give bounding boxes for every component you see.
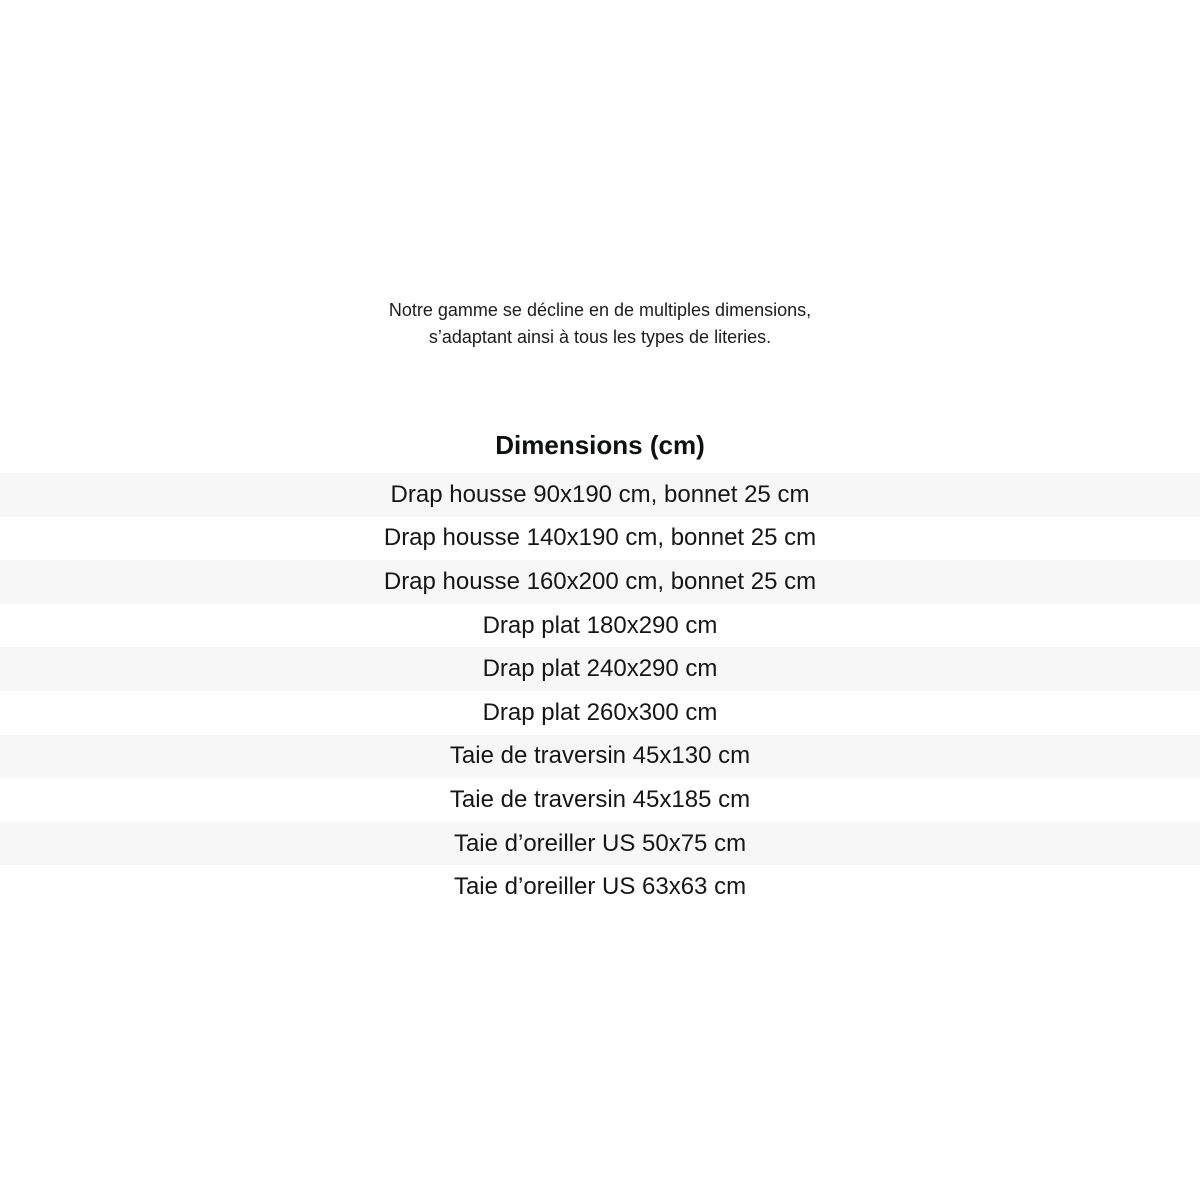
table-row: Drap housse 160x200 cm, bonnet 25 cm bbox=[0, 560, 1200, 604]
intro-text bbox=[0, 297, 1200, 351]
intro-line-1: Notre gamme se décline en de multiples dimensions, bbox=[388, 300, 812, 320]
dimensions-heading: Dimensions (cm) bbox=[495, 430, 705, 460]
table-row: Drap housse 140x190 cm, bonnet 25 cm bbox=[0, 517, 1200, 561]
table-row: Taie d’oreiller US 50x75 cm bbox=[0, 822, 1200, 866]
table-row: Taie d’oreiller US 63x63 cm bbox=[0, 865, 1200, 909]
table-row: Taie de traversin 45x185 cm bbox=[0, 778, 1200, 822]
table-row: Drap plat 240x290 cm bbox=[0, 647, 1200, 691]
table-row: Drap plat 180x290 cm bbox=[0, 604, 1200, 648]
table-row: Taie de traversin 45x130 cm bbox=[0, 735, 1200, 779]
size-table bbox=[0, 473, 1200, 909]
table-row: Drap plat 260x300 cm bbox=[0, 691, 1200, 735]
intro-line-2: s’adaptant ainsi à tous les types de literies. bbox=[428, 327, 772, 347]
table-row: Drap housse 90x190 cm, bonnet 25 cm bbox=[0, 473, 1200, 517]
